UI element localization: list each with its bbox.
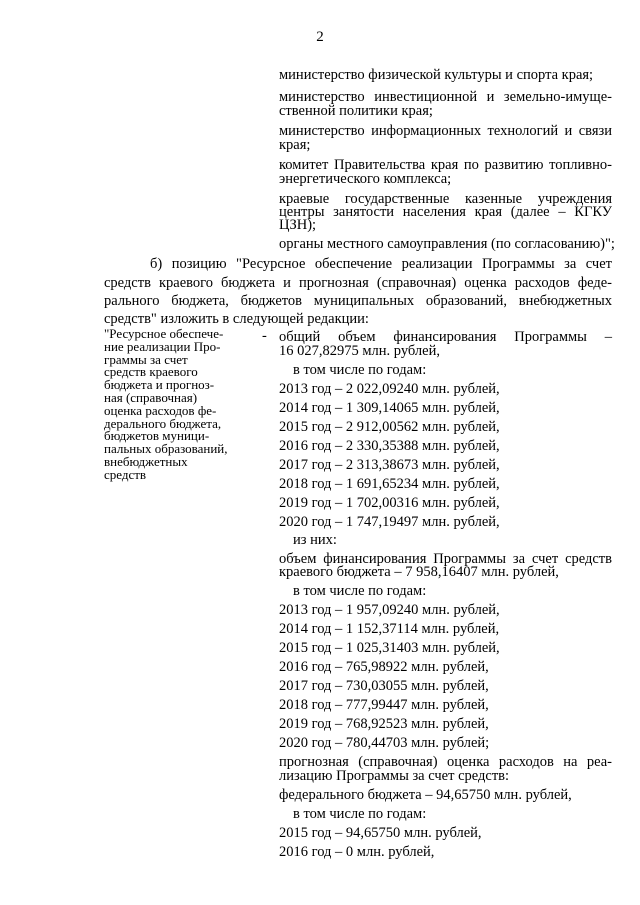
list-item: краевые государственные казенные учреждения xyxy=(279,191,612,207)
year-row: 2016 год – 0 млн. рублей, xyxy=(279,844,435,860)
list-item: ЦЗН); xyxy=(279,217,317,233)
list-item: министерство информационных технологий и связи xyxy=(279,123,612,139)
label-line: внебюджетных xyxy=(104,453,188,469)
label-line: оценка расходов фе- xyxy=(104,402,217,418)
label-line: граммы за счет xyxy=(104,351,188,367)
position-label xyxy=(104,328,264,482)
year-row: 2016 год – 765,98922 млн. рублей, xyxy=(279,659,489,675)
label-line: дерального бюджета, xyxy=(104,415,222,431)
year-row: 2018 год – 1 691,65234 млн. рублей, xyxy=(279,476,500,492)
year-row: 2018 год – 777,99447 млн. рублей, xyxy=(279,697,489,713)
year-row: 2020 год – 780,44703 млн. рублей; xyxy=(279,735,490,751)
year-row: 2014 год – 1 152,37114 млн. рублей, xyxy=(279,621,500,637)
year-row: 2015 год – 94,65750 млн. рублей, xyxy=(279,825,482,841)
list-item: комитет Правительства края по развитию топливно- xyxy=(279,157,612,173)
label-line: бюджетов муници- xyxy=(104,428,210,444)
separator-dash: - xyxy=(262,328,267,344)
forecast-line: лизацию Программы за счет средств: xyxy=(279,768,510,784)
of-them-label: из них: xyxy=(293,532,337,548)
regional-line: объем финансирования Программы за счет средств xyxy=(279,551,612,567)
page-number: 2 xyxy=(316,29,324,45)
label-line: средств краевого xyxy=(104,364,198,380)
by-year-label: в том числе по годам: xyxy=(293,806,427,822)
year-row: 2015 год – 2 912,00562 млн. рублей, xyxy=(279,419,500,435)
intro-line: б) позицию "Ресурсное обеспечение реализации Программы за счет xyxy=(150,256,612,272)
year-row: 2016 год – 2 330,35388 млн. рублей, xyxy=(279,438,500,454)
intro-line: средств" изложить в следующей редакции: xyxy=(104,311,369,327)
list-item: министерство физической культуры и спорта края; xyxy=(279,67,594,83)
list-item: энергетического комплекса; xyxy=(279,171,452,187)
label-line: ная (справочная) xyxy=(104,389,198,405)
list-item: центры занятости населения края (далее – КГКУ xyxy=(279,204,612,220)
year-row: 2013 год – 2 022,09240 млн. рублей, xyxy=(279,381,500,397)
label-line: средств xyxy=(104,466,147,482)
label-line: ние реализации Про- xyxy=(104,338,221,354)
label-line: бюджета и прогноз- xyxy=(104,377,215,393)
label-line: пальных образований, xyxy=(104,441,228,457)
intro-line: рального бюджета, бюджетов муниципальных образований, внебюджетных xyxy=(104,293,612,309)
regional-line: краевого бюджета – 7 958,16407 млн. рублей, xyxy=(279,564,559,580)
year-row: 2017 год – 2 313,38673 млн. рублей, xyxy=(279,457,500,473)
total-line: общий объем финансирования Программы – xyxy=(279,329,612,345)
list-item: органы местного самоуправления (по согласованию)"; xyxy=(279,236,615,252)
list-item: ственной политики края; xyxy=(279,103,433,119)
intro-line: средств краевого бюджета и прогнозная (справочная) оценка расходов феде- xyxy=(104,275,612,291)
by-year-label: в том числе по годам: xyxy=(293,583,427,599)
list-item: края; xyxy=(279,137,311,153)
year-row: 2019 год – 768,92523 млн. рублей, xyxy=(279,716,489,732)
year-row: 2020 год – 1 747,19497 млн. рублей, xyxy=(279,514,500,530)
year-row: 2015 год – 1 025,31403 млн. рублей, xyxy=(279,640,500,656)
label-line: "Ресурсное обеспече- xyxy=(104,326,224,341)
year-row: 2014 год – 1 309,14065 млн. рублей, xyxy=(279,400,500,416)
year-row: 2017 год – 730,03055 млн. рублей, xyxy=(279,678,489,694)
total-line: 16 027,82975 млн. рублей, xyxy=(279,343,440,359)
year-row: 2019 год – 1 702,00316 млн. рублей, xyxy=(279,495,500,511)
federal-line: федерального бюджета – 94,65750 млн. рублей, xyxy=(279,787,572,803)
forecast-line: прогнозная (справочная) оценка расходов на реа- xyxy=(279,754,612,770)
by-year-label: в том числе по годам: xyxy=(293,362,427,378)
list-item: министерство инвестиционной и земельно-имуще- xyxy=(279,89,612,105)
year-row: 2013 год – 1 957,09240 млн. рублей, xyxy=(279,602,500,618)
